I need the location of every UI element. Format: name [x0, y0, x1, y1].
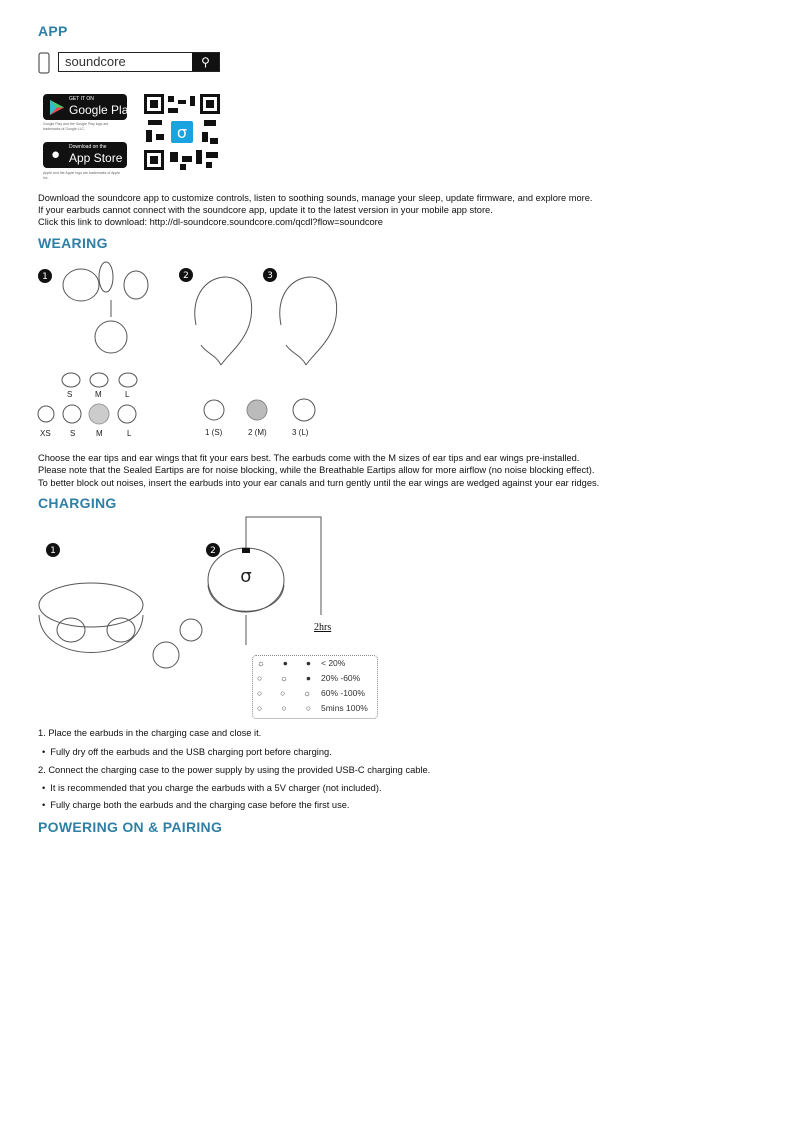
svg-text:2: 2 [210, 546, 216, 556]
badge-small-text: GET IT ON [69, 96, 94, 102]
search-text: soundcore [65, 54, 126, 69]
led-row-4-icons: ○ ○ ○ [257, 703, 311, 713]
wing-size-s: S [67, 390, 73, 399]
section-heading-wearing: WEARING [38, 235, 108, 251]
wearing-illustration [36, 255, 356, 445]
breathable-size-2: 2 (M) [248, 428, 267, 437]
led-row-1-icons: ☼ ● ● [257, 658, 311, 668]
badge-small-text: Download on the [69, 144, 107, 150]
led-level-4: 5mins 100% [321, 703, 368, 713]
google-play-icon [50, 100, 64, 115]
google-play-trademark: Google Play and the Google Play logo are trademarks of Google LLC. [43, 122, 109, 131]
section-heading-app: APP [38, 23, 68, 39]
svg-text:1: 1 [50, 546, 56, 556]
tip-size-xs: XS [40, 429, 51, 438]
wearing-paragraph-2: Please note that the Sealed Eartips are for noise blocking, while the Breathable Eartips allow for more airflow (no noise blocking effect). [38, 465, 595, 475]
svg-text:3: 3 [267, 271, 273, 281]
app-download-link[interactable]: Click this link to download: http://dl-soundcore.soundcore.com/qcdl?flow=soundcore [38, 217, 383, 227]
charging-step-2-bullet-1: • It is recommended that you charge the earbuds with a 5V charger (not included). [42, 783, 382, 794]
charging-step-1: 1. Place the earbuds in the charging case and close it. [38, 728, 262, 738]
google-play-badge[interactable] [43, 94, 135, 120]
charging-step-2-bullet-2: • Fully charge both the earbuds and the charging case before the first use. [42, 800, 350, 811]
apple-icon: ● [51, 146, 61, 163]
charging-step-2: 2. Connect the charging case to the power supply by using the provided USB-C charging cable. [38, 765, 431, 775]
app-store-badge[interactable] [43, 142, 127, 168]
charge-time-label: 2hrs [314, 622, 332, 633]
charging-step-1-bullet-1: • Fully dry off the earbuds and the USB charging port before charging. [42, 747, 332, 758]
wing-size-l: L [125, 390, 130, 399]
badge-big-text: Google Play [69, 103, 135, 117]
wing-size-m: M [95, 390, 102, 399]
tip-size-s: S [70, 429, 76, 438]
badge-big-text: App Store [69, 151, 123, 165]
tip-size-l: L [127, 429, 132, 438]
app-store-trademark: Apple and the Apple logo are trademarks of Apple Inc. [43, 171, 121, 180]
phone-icon [38, 52, 50, 74]
svg-text:σ: σ [240, 566, 252, 587]
svg-text:1: 1 [42, 272, 48, 282]
wearing-paragraph-3: To better block out noises, insert the earbuds into your ear canals and turn gently until the ear wings are wedged against your ear ridges. [38, 478, 600, 488]
tip-size-m: M [96, 429, 103, 438]
led-level-3: 60% -100% [321, 688, 365, 698]
breathable-size-3: 3 (L) [292, 428, 309, 437]
section-heading-charging: CHARGING [38, 495, 117, 511]
led-row-3-icons: ○ ○ ☼ [257, 688, 311, 698]
section-heading-pairing: POWERING ON & PAIRING [38, 819, 223, 835]
app-search-box [58, 52, 220, 72]
led-row-2-icons: ○ ☼ ● [257, 673, 311, 683]
wearing-paragraph-1: Choose the ear tips and ear wings that fit your ears best. The earbuds come with the M sizes of ear tips and ear wings pre-installed. [38, 453, 580, 463]
breathable-size-1: 1 (S) [205, 428, 223, 437]
led-status-table [252, 655, 378, 719]
qr-code[interactable] [144, 94, 220, 170]
svg-text:σ: σ [176, 123, 188, 142]
led-level-2: 20% -60% [321, 673, 361, 683]
svg-text:2: 2 [183, 271, 189, 281]
app-paragraph-1: Download the soundcore app to customize controls, listen to soothing sounds, manage your sleep, update firmware, and explore more. [38, 193, 593, 203]
led-level-1: < 20% [321, 658, 346, 668]
app-paragraph-2: If your earbuds cannot connect with the soundcore app, update it to the latest version in your mobile app store. [38, 205, 493, 215]
search-icon: ⚲ [192, 53, 219, 71]
